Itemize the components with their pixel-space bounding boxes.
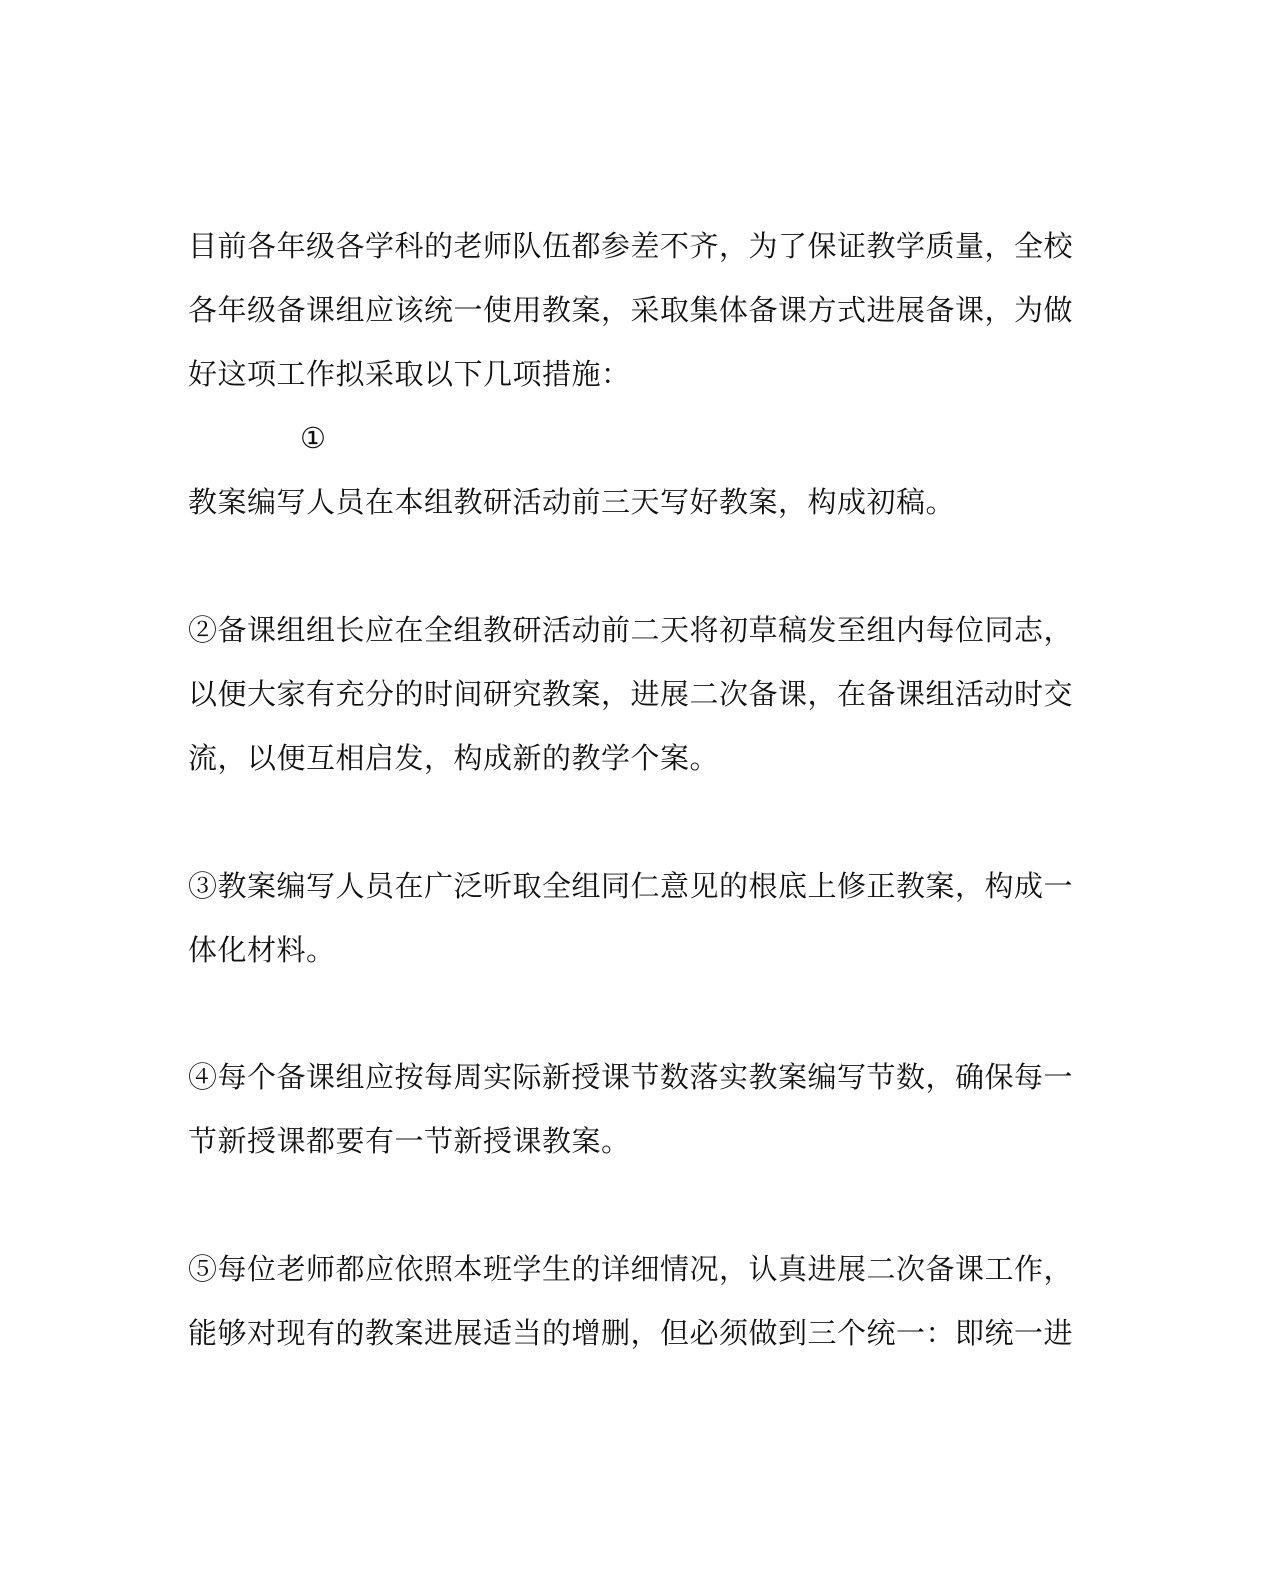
paragraph-3-line-2: 以便大家有充分的时间研究教案，进展二次备课，在备课组活动时交 — [188, 677, 1074, 711]
paragraph-1-line-3: 好这项工作拟采取以下几项措施： — [188, 357, 631, 391]
paragraph-1-line-1: 目前各年级各学科的老师队伍都参差不齐，为了保证教学质量，全校 — [188, 229, 1074, 263]
paragraph-2-line-1: 教案编写人员在本组教研活动前三天写好教案，构成初稿。 — [188, 485, 956, 519]
paragraph-5-line-2: 节新授课都要有一节新授课教案。 — [188, 1124, 631, 1158]
paragraph-3-line-3: 流，以便互相启发，构成新的教学个案。 — [188, 741, 720, 775]
paragraph-1-line-2: 各年级备课组应该统一使用教案，采取集体备课方式进展备课，为做 — [188, 293, 1074, 327]
paragraph-3-line-1: ②备课组组长应在全组教研活动前二天将初草稿发至组内每位同志， — [188, 613, 1074, 647]
paragraph-6-line-2: 能够对现有的教案进展适当的增删，但必须做到三个统一：即统一进 — [188, 1316, 1074, 1350]
paragraph-4-line-2: 体化材料。 — [188, 933, 336, 967]
paragraph-4-line-1: ③教案编写人员在广泛听取全组同仁意见的根底上修正教案，构成一 — [188, 869, 1074, 903]
paragraph-6-line-1: ⑤每位老师都应依照本班学生的详细情况，认真进展二次备课工作， — [188, 1252, 1074, 1286]
paragraph-5-line-1: ④每个备课组应按每周实际新授课节数落实教案编写节数，确保每一 — [188, 1060, 1074, 1094]
list-marker-1: ① — [300, 421, 327, 455]
